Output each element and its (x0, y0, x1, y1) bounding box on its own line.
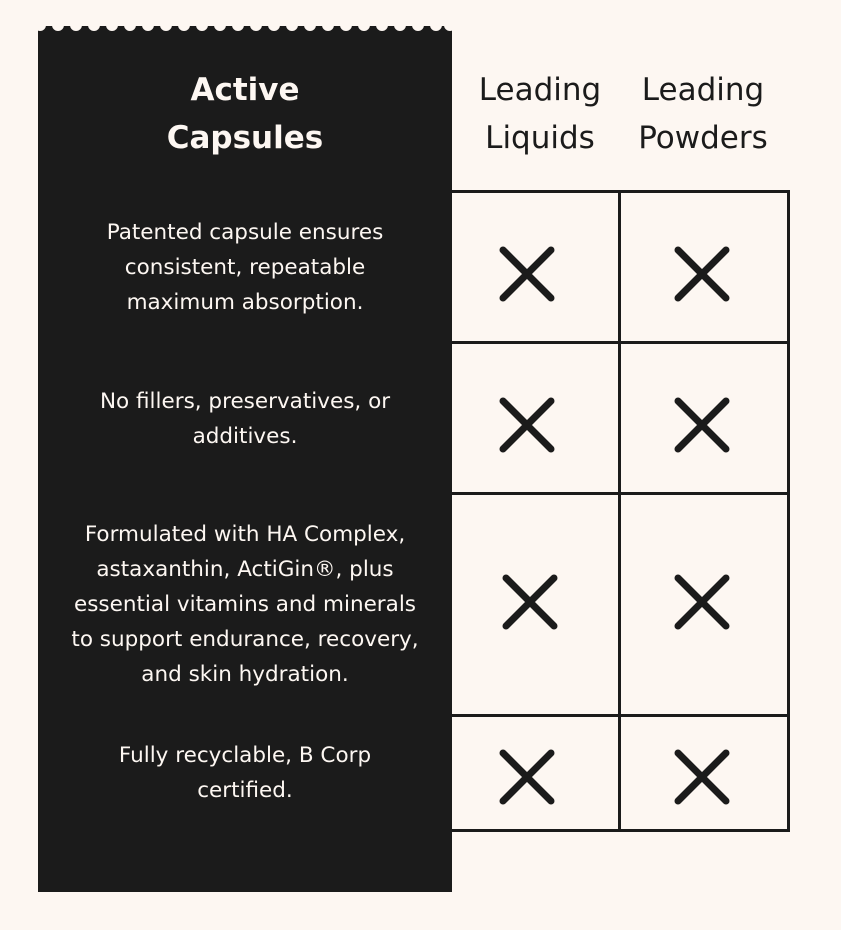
column-title-line: Leading (641, 72, 765, 108)
feature-row-1 (48, 215, 442, 320)
feature-line: Patented capsule ensures (106, 220, 384, 245)
feature-line: No fillers, preservatives, or (99, 389, 391, 414)
x-mark-icon (497, 395, 557, 455)
feature-line: Fully recyclable, B Corp (118, 743, 372, 768)
feature-line: certified. (197, 778, 293, 803)
scalloped-edge (38, 21, 452, 35)
column-title-line: Leading (478, 72, 602, 108)
x-mark-icon (497, 244, 557, 304)
column-title-line: Capsules (166, 120, 324, 156)
column-title-line: Powders (638, 120, 768, 156)
feature-row-4 (48, 738, 442, 808)
grid-divider-row (452, 492, 790, 495)
column-title-leading-liquids (455, 66, 625, 162)
grid-divider-row (452, 829, 790, 832)
feature-line: to support endurance, recovery, (71, 627, 419, 652)
x-mark-icon (497, 747, 557, 807)
column-title-leading-powders (618, 66, 788, 162)
feature-line: and skin hydration. (141, 662, 349, 687)
feature-row-2 (48, 384, 442, 454)
x-mark-icon (672, 395, 732, 455)
feature-line: consistent, repeatable (124, 255, 366, 280)
column-title-line: Active (190, 72, 300, 108)
x-mark-icon (672, 747, 732, 807)
feature-line: Formulated with HA Complex, (84, 522, 406, 547)
column-title-active-capsules (38, 66, 452, 162)
feature-line: essential vitamins and minerals (74, 592, 416, 617)
x-mark-icon (672, 572, 732, 632)
grid-divider-vertical (618, 190, 621, 832)
feature-row-3 (48, 517, 442, 692)
x-mark-icon (500, 572, 560, 632)
x-mark-icon (672, 244, 732, 304)
feature-line: maximum absorption. (126, 290, 364, 315)
grid-divider-row (452, 714, 790, 717)
feature-line: astaxanthin, ActiGin®, plus (96, 557, 394, 582)
column-title-line: Liquids (485, 120, 595, 156)
feature-line: additives. (192, 424, 298, 449)
grid-divider-row (452, 341, 790, 344)
